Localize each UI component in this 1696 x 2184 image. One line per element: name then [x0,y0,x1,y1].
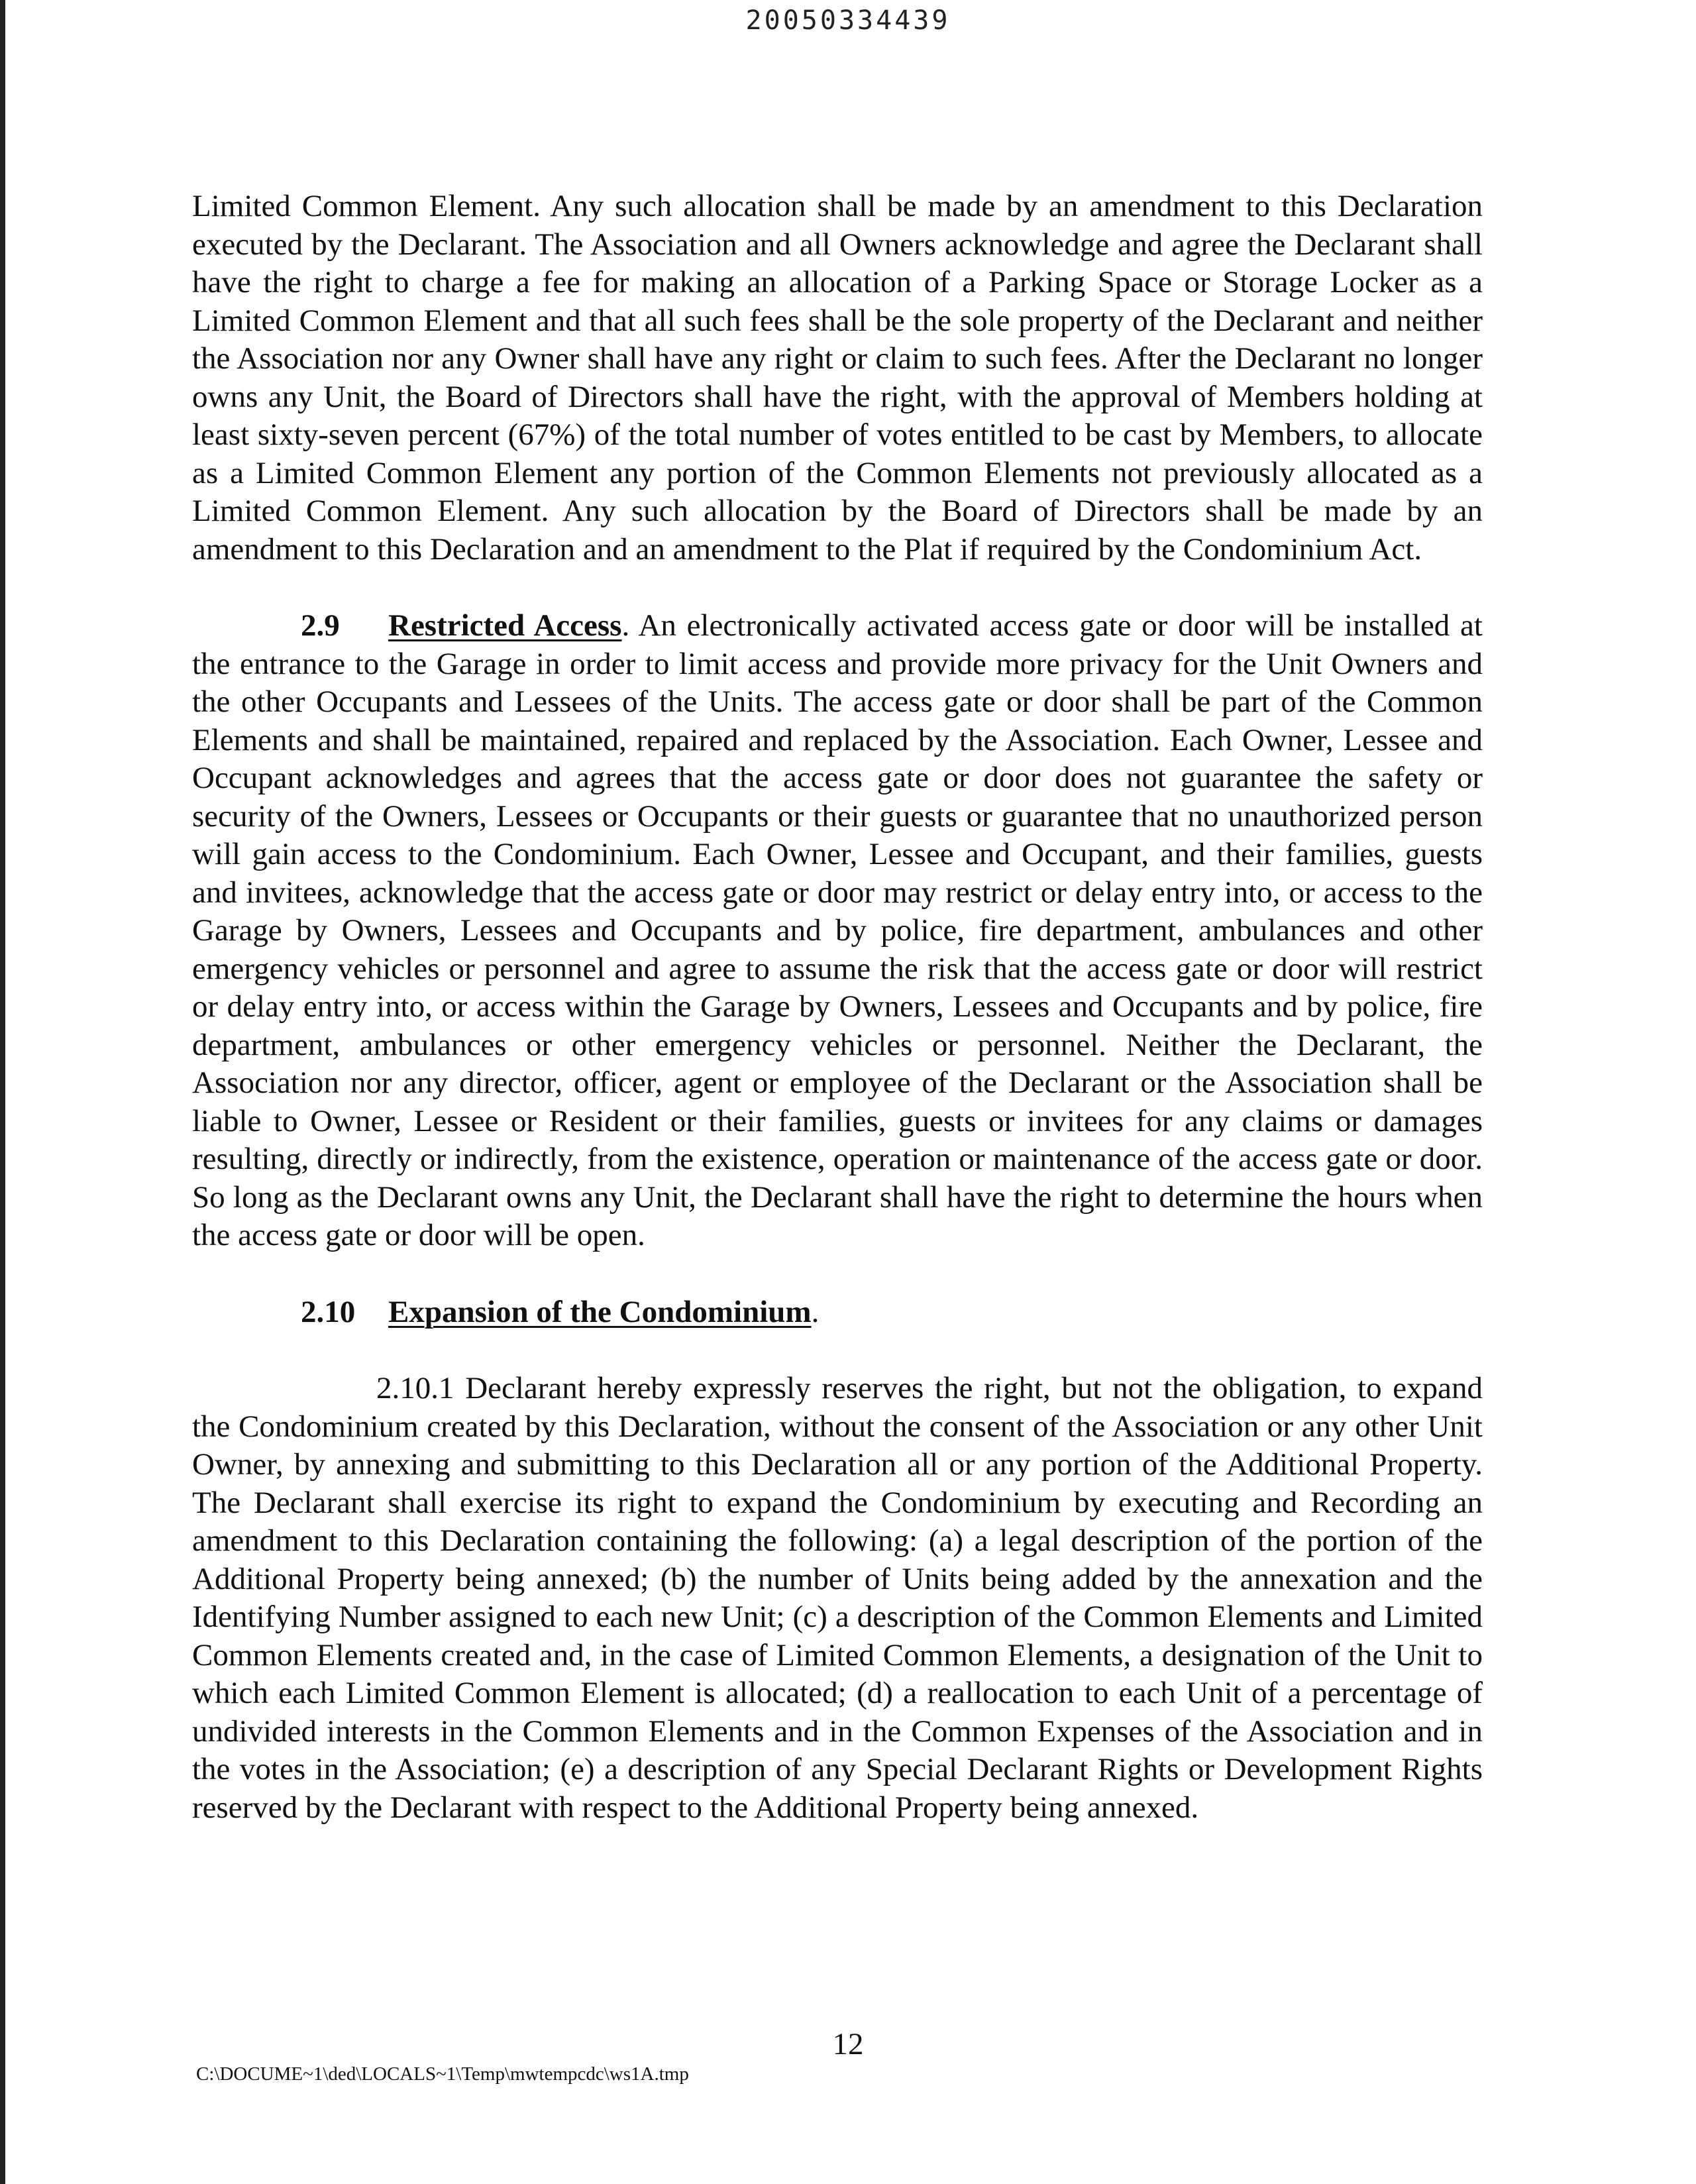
section-2-10-number: 2.10 [301,1294,356,1329]
section-2-9-number: 2.9 [301,608,340,643]
page-body [192,188,1483,1827]
document-number: 20050334439 [745,5,951,36]
section-2-9-title: Restricted Access [388,608,622,643]
section-2-10-title-period: . [811,1294,820,1329]
section-2-9-text: An electronically activated access gate or door will be installed at the entrance to the Garage in order to limit access and provide more privacy for the Unit Owners and the other Occupants and Lessees of the Units. The access gate or door shall be part of the Common Elements and shall be maintained, repaired and replaced by the Association. Each Owner, Lessee and Occupant acknowledges and agrees that the access gate or door does not guarantee the safety or security of the Owners, Lessees or Occupants or their guests or guarantee that no unauthorized person will gain access to the Condominium. Each Owner, Lessee and Occupant, and their families, guests and invitees, acknowledge that the access gate or door may restrict or delay entry into, or access to the Garage by Owners, Lessees and Occupants and by police, fire department, ambulances and other emergency vehicles or personnel and agree to assume the risk that the access gate or door will restrict or delay entry into, or access within the Garage by Owners, Lessees and Occupants and by police, fire department, ambulances or other emergency vehicles or personnel. Neither the Declarant, the Association nor any director, officer, agent or employee of the Declarant or the Association shall be liable to Owner, Lessee or Resident or their families, guests or invitees for any claims or damages resulting, directly or indirectly, from the existence, operation or maintenance of the access gate or door. So long as the Declarant owns any Unit, the Declarant shall have the right to determine the hours when the access gate or door will be open. [192,608,1483,1252]
subsection-2-10-1-text: Declarant hereby expressly reserves the right, but not the obligation, to expand the Condominium created by this Declaration, without the consent of the Association or any other Unit Owner, by annexing and submitting to this Declaration all or any portion of the Additional Property. The Declarant shall exercise its right to expand the Condominium by executing and Recording an amendment to this Declaration containing the following: (a) a legal description of the portion of the Additional Property being annexed; (b) the number of Units being added by the annexation and the Identifying Number assigned to each new Unit; (c) a description of the Common Elements and Limited Common Elements created and, in the case of Limited Common Elements, a designation of the Unit to which each Limited Common Element is allocated; (d) a reallocation to each Unit of a percentage of undivided interests in the Common Elements and in the Common Expenses of the Association and in the votes in the Association; (e) a description of any Special Declarant Rights or Development Rights reserved by the Declarant with respect to the Additional Property being annexed. [192,1371,1483,1825]
section-2-9-title-period: . [621,608,630,643]
subsection-2-10-1-paragraph [192,1370,1483,1827]
page-number: 12 [832,2027,864,2061]
section-2-10-title: Expansion of the Condominium [388,1294,812,1329]
continuation-paragraph: Limited Common Element. Any such allocation shall be made by an amendment to this Declaration executed by the Declarant. The Association and all Owners acknowledge and agree the Declarant shall have the right to charge a fee for making an allocation of a Parking Space or Storage Locker as a Limited Common Element and that all such fees shall be the sole property of the Declarant and neither the Association nor any Owner shall have any right or claim to such fees. After the Declarant no longer owns any Unit, the Board of Directors shall have the right, with the approval of Members holding at least sixty-seven percent (67%) of the total number of votes entitled to be cast by Members, to allocate as a Limited Common Element any portion of the Common Elements not previously allocated as a Limited Common Element. Any such allocation by the Board of Directors shall be made by an amendment to this Declaration and an amendment to the Plat if required by the Condominium Act. [192,189,1483,567]
subsection-2-10-1-number: 2.10.1 [376,1371,454,1405]
section-2-10-heading [192,1293,1483,1332]
section-2-9-paragraph [192,607,1483,1255]
file-path-footer: C:\DOCUME~1\ded\LOCALS~1\Temp\mwtempcdc\ws1A.tmp [196,2063,689,2085]
scan-left-edge [0,0,5,2184]
